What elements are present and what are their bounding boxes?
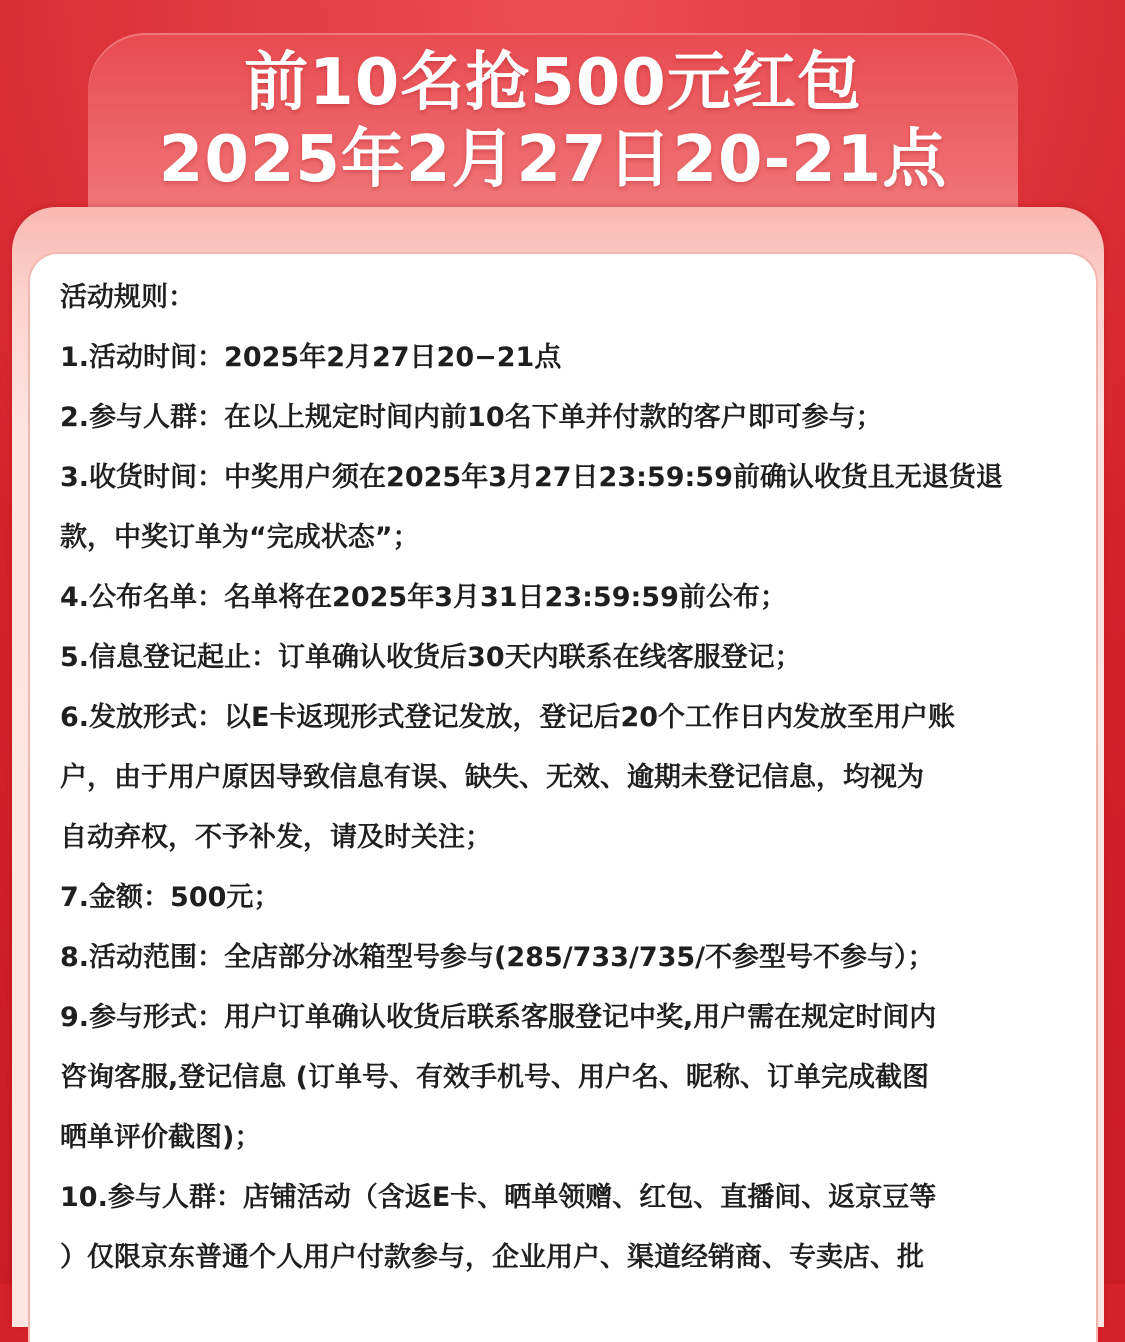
rule-line: 户，由于用户原因导致信息有误、缺失、无效、逾期未登记信息，均视为 <box>60 762 924 793</box>
banner-title: 前10名抢500元红包 <box>244 46 862 120</box>
rule-line: ）仅限京东普通个人用户付款参与，企业用户、渠道经销商、专卖店、批 <box>60 1242 924 1273</box>
rules-heading: 活动规则： <box>60 282 195 313</box>
rule-line: 1.活动时间：2025年2月27日20−21点 <box>60 342 562 373</box>
rule-line: 6.发放形式：以E卡返现形式登记发放，登记后20个工作日内发放至用户账 <box>60 702 956 733</box>
rule-line: 自动弃权，不予补发，请及时关注； <box>60 822 492 853</box>
rule-line: 5.信息登记起止：订单确认收货后30天内联系在线客服登记； <box>60 642 802 673</box>
banner-subtitle-date: 2025年2月27日20-21点 <box>158 123 948 197</box>
rule-line: 晒单评价截图)； <box>60 1122 262 1153</box>
rules-text-block <box>60 268 1070 1288</box>
rule-line: 款，中奖订单为“完成状态”； <box>60 522 420 553</box>
rule-line: 3.收货时间：中奖用户须在2025年3月27日23:59:59前确认收货且无退货退 <box>60 462 1003 493</box>
rule-line: 8.活动范围：全店部分冰箱型号参与(285/733/735/不参型号不参与）； <box>60 942 935 973</box>
rule-line: 4.公布名单：名单将在2025年3月31日23:59:59前公布； <box>60 582 787 613</box>
rule-line: 7.金额：500元； <box>60 882 281 913</box>
rule-line: 9.参与形式：用户订单确认收货后联系客服登记中奖,用户需在规定时间内 <box>60 1002 937 1033</box>
rule-line: 10.参与人群：店铺活动（含返E卡、晒单领赠、红包、直播间、返京豆等 <box>60 1182 937 1213</box>
rule-line: 咨询客服,登记信息 (订单号、有效手机号、用户名、昵称、订单完成截图 <box>60 1062 929 1093</box>
rule-line: 2.参与人群：在以上规定时间内前10名下单并付款的客户即可参与； <box>60 402 883 433</box>
